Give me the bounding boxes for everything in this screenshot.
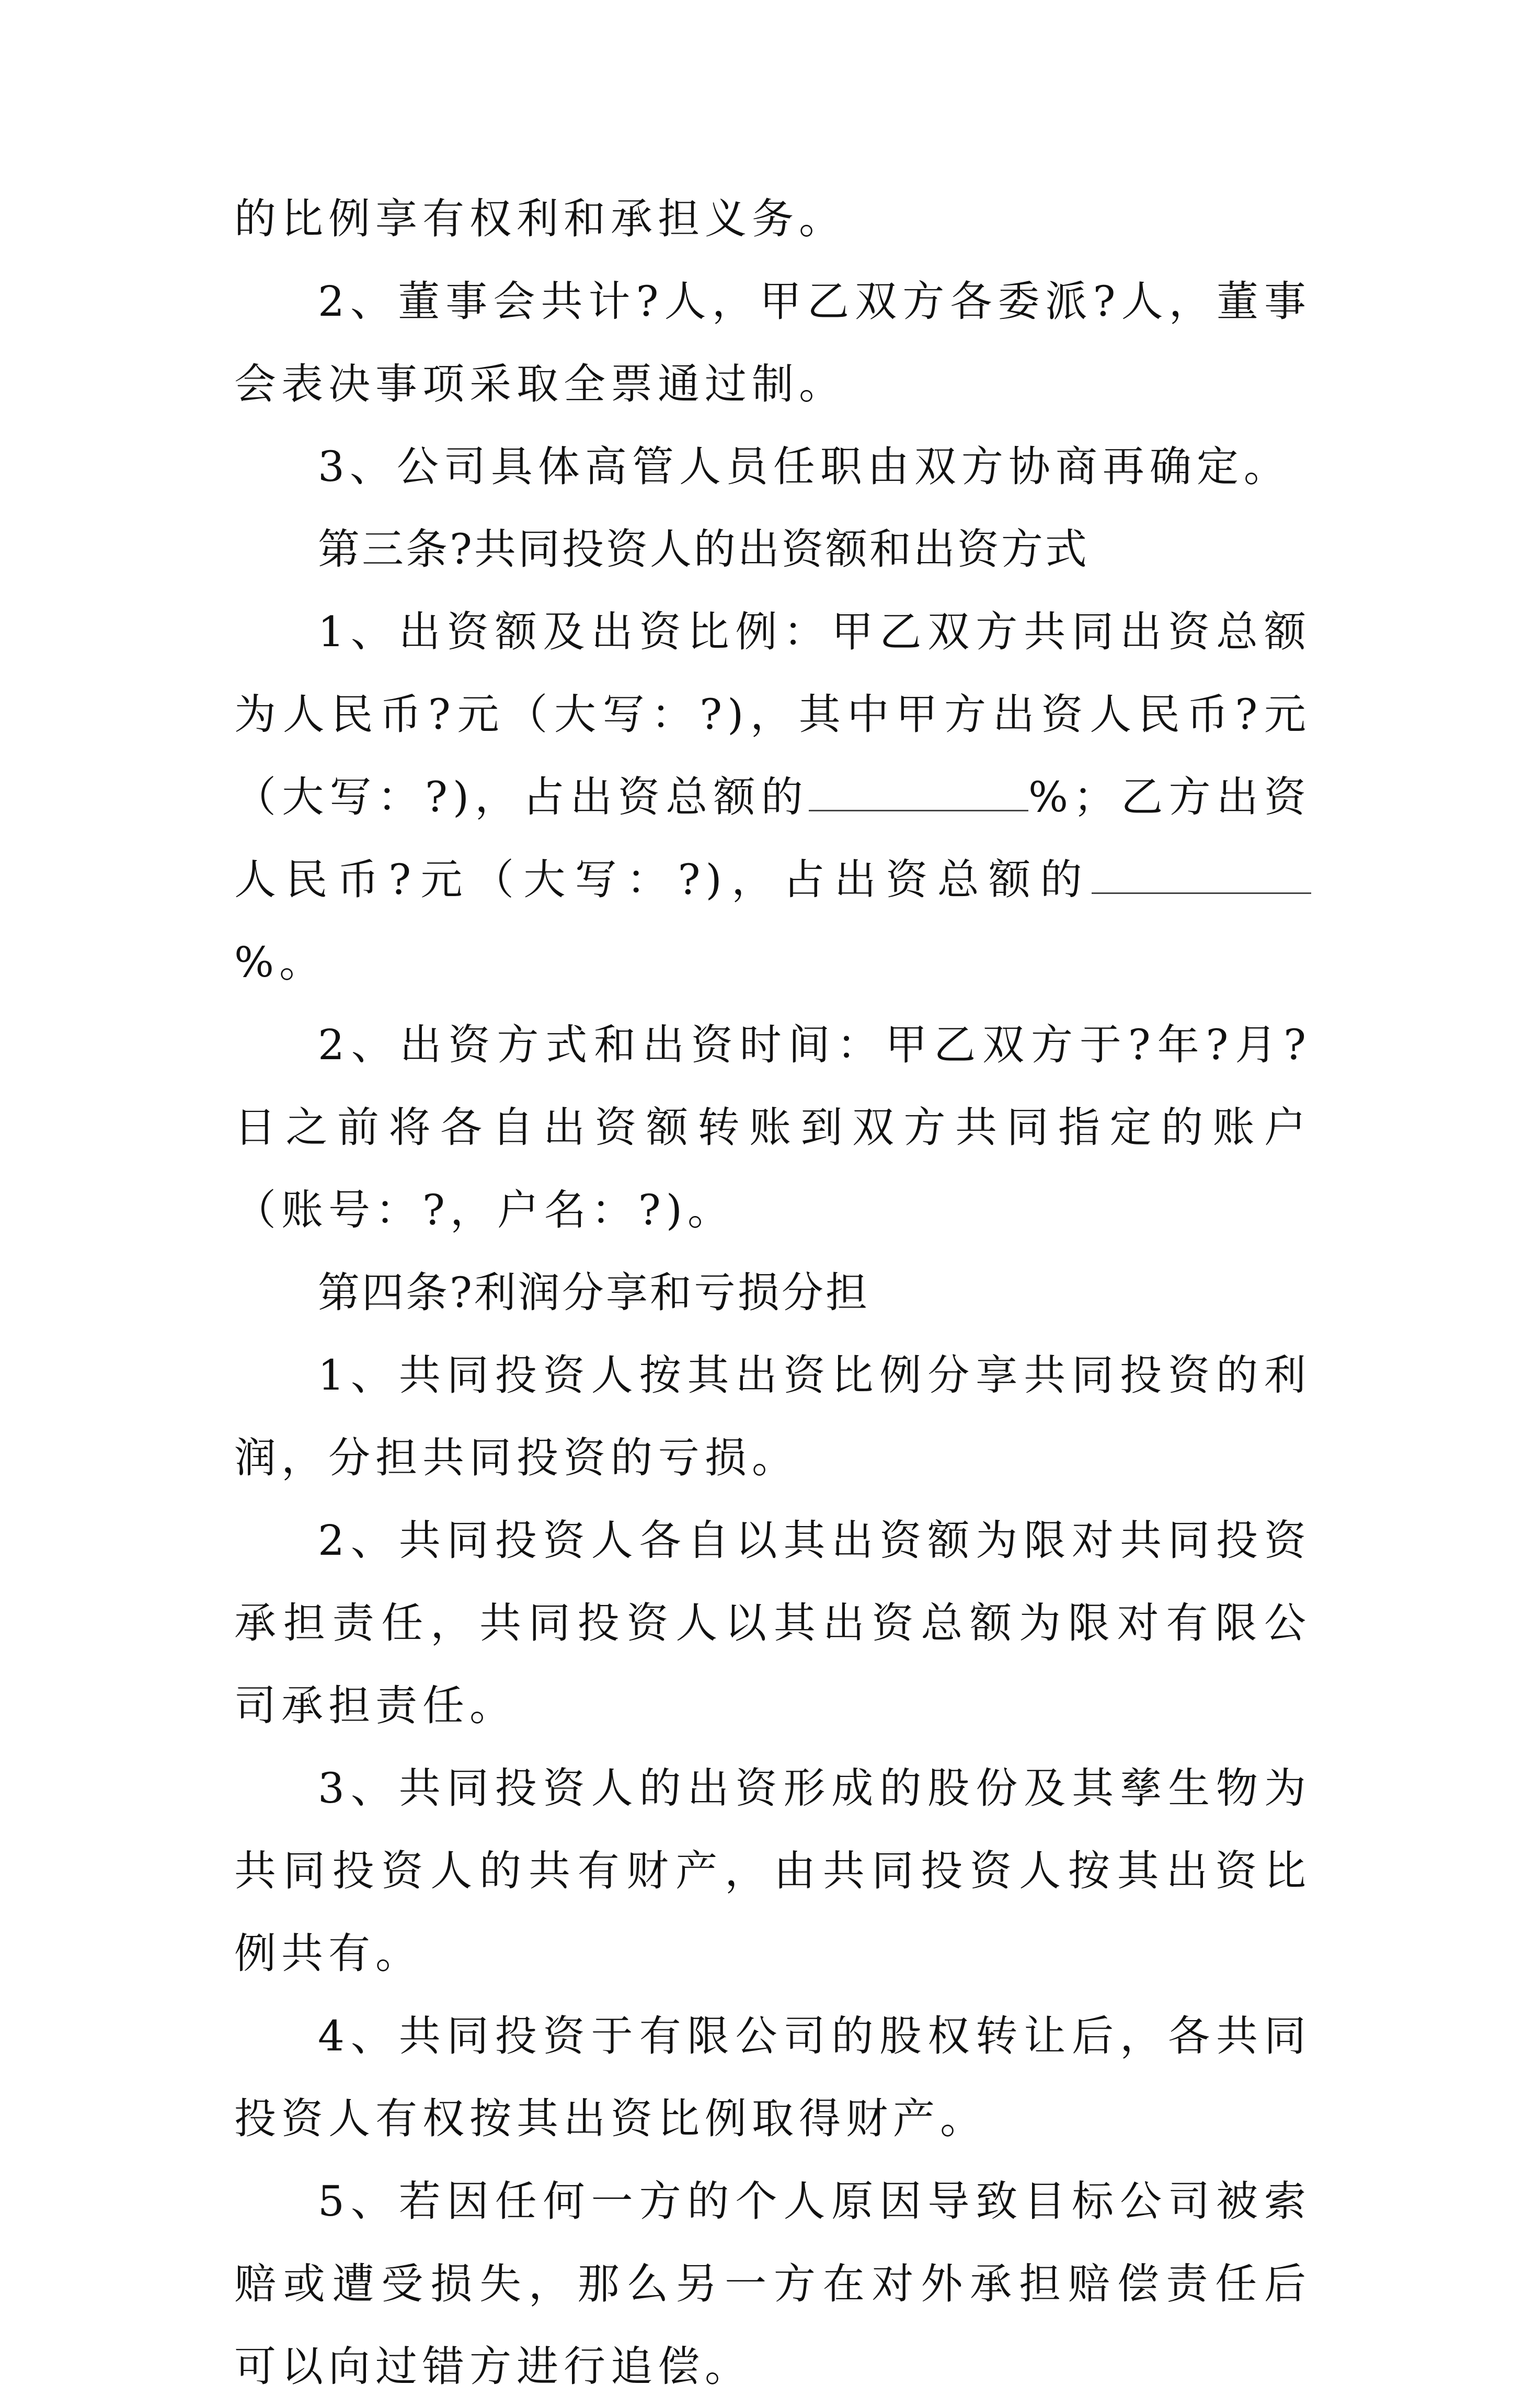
capital-amount-text-a: 1、出资额及出资比例：甲乙双方共同出资总额为人民币?元（大写：?)，其中甲方出资人民币?元（大写：?)，占出资总额的 bbox=[234, 607, 1311, 821]
capital-amount-text-b: %；乙方出资人民币?元（大写：?)，占出资总额的 bbox=[234, 773, 1311, 904]
paragraph-capital-method: 2、出资方式和出资时间：甲乙双方于?年?月?日之前将各自出资额转账到双方共同指定的账户（账号：?，户名：?)。 bbox=[234, 1020, 1311, 1234]
paragraph-equity-transfer: 4、共同投资于有限公司的股权转让后，各共同投资人有权按其出资比例取得财产。 bbox=[234, 2012, 1311, 2143]
document-body bbox=[234, 178, 1311, 2408]
paragraph-continuation: 的比例享有权利和承担义务。 bbox=[234, 194, 846, 243]
fill-in-blank bbox=[1092, 856, 1311, 894]
paragraph-compensation: 5、若因任何一方的个人原因导致目标公司被索赔或遭受损失，那么另一方在对外承担赔偿责任后可以向过错方进行追偿。 bbox=[234, 2177, 1311, 2391]
article-3-heading: 第三条?共同投资人的出资额和出资方式 bbox=[318, 525, 1089, 574]
paragraph-capital-amount bbox=[234, 591, 1311, 1004]
capital-amount-text-c: %。 bbox=[234, 938, 327, 987]
paragraph-board-members: 2、董事会共计?人，甲乙双方各委派?人，董事会表决事项采取全票通过制。 bbox=[234, 277, 1311, 408]
fill-in-blank bbox=[809, 773, 1028, 811]
paragraph-profit-sharing: 1、共同投资人按其出资比例分享共同投资的利润，分担共同投资的亏损。 bbox=[234, 1351, 1311, 1482]
paragraph-joint-property: 3、共同投资人的出资形成的股份及其孳生物为共同投资人的共有财产，由共同投资人按其出资比例共有。 bbox=[234, 1764, 1311, 1978]
article-4-heading: 第四条?利润分享和亏损分担 bbox=[318, 1268, 869, 1317]
paragraph-management: 3、公司具体高管人员任职由双方协商再确定。 bbox=[318, 442, 1291, 491]
paragraph-liability: 2、共同投资人各自以其出资额为限对共同投资承担责任，共同投资人以其出资总额为限对有限公司承担责任。 bbox=[234, 1516, 1311, 1730]
